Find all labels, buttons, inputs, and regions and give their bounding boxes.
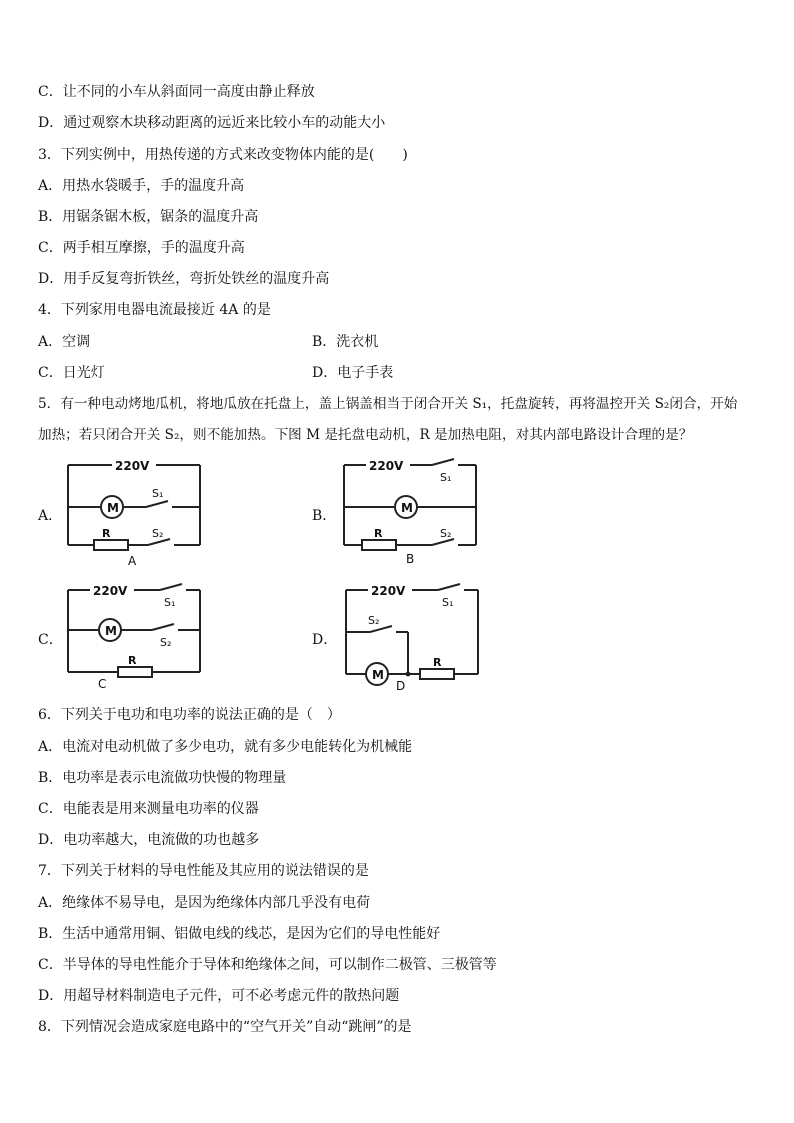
q6-option-c: C．电能表是用来测量电功率的仪器	[38, 801, 259, 817]
resistor-label: R	[128, 654, 137, 667]
switch-s1-label: S₁	[164, 596, 176, 609]
circuit-d-diagram	[338, 580, 488, 692]
circuit-b-label: B．	[312, 508, 337, 524]
q4-option-a: A．空调	[38, 334, 91, 350]
diagram-caption: B	[406, 552, 415, 566]
question-8: 8．下列情况会造成家庭电路中的“空气开关”自动“跳闸”的是	[38, 1019, 412, 1035]
q6-option-a: A．电流对电动机做了多少电功，就有多少电能转化为机械能	[38, 739, 413, 755]
question-4: 4．下列家用电器电流最接近 4A 的是	[38, 302, 271, 318]
option-c-line: C．让不同的小车从斜面同一高度由静止释放	[38, 84, 315, 100]
motor-label: M	[105, 624, 117, 638]
q7-option-a: A．绝缘体不易导电，是因为绝缘体内部几乎没有电荷	[38, 895, 371, 911]
q4-option-d: D．电子手表	[312, 365, 394, 381]
question-3: 3．下列实例中，用热传递的方式来改变物体内能的是( )	[38, 147, 408, 163]
option-d-line: D．通过观察木块移动距离的远近来比较小车的动能大小	[38, 115, 386, 131]
switch-s1-label: S₁	[442, 596, 454, 609]
q6-option-d: D．电功率越大，电流做的功也越多	[38, 832, 260, 848]
switch-s2-label: S₂	[160, 636, 172, 649]
q7-option-b: B．生活中通常用铜、铝做电线的线芯，是因为它们的导电性能好	[38, 926, 441, 942]
q3-option-c: C．两手相互摩擦，手的温度升高	[38, 240, 245, 256]
q4-option-b: B．洗衣机	[312, 334, 379, 350]
question-5-line-1: 5．有一种电动烤地瓜机，将地瓜放在托盘上，盖上锅盖相当于闭合开关 S₁，托盘旋转，再将温控开关 S₂闭合，开始	[38, 396, 738, 412]
switch-s1-label: S₁	[152, 487, 164, 500]
resistor-label: R	[433, 656, 442, 669]
voltage-label: 220V	[371, 584, 406, 598]
voltage-label: 220V	[115, 459, 150, 473]
q6-option-b: B．电功率是表示电流做功快慢的物理量	[38, 770, 287, 786]
diagram-caption: D	[396, 679, 406, 692]
circuit-d-label: D．	[312, 632, 338, 648]
resistor-label: R	[374, 527, 383, 540]
question-7: 7．下列关于材料的导电性能及其应用的说法错误的是	[38, 863, 369, 879]
motor-label: M	[107, 501, 119, 515]
q3-option-a: A．用热水袋暖手，手的温度升高	[38, 178, 245, 194]
diagram-caption: C	[98, 677, 107, 691]
motor-label: M	[372, 668, 384, 682]
q7-option-d: D．用超导材料制造电子元件，可不必考虑元件的散热问题	[38, 988, 400, 1004]
circuit-a-label: A．	[38, 508, 63, 524]
circuit-a-diagram	[60, 455, 210, 567]
q4-option-c: C．日光灯	[38, 365, 105, 381]
voltage-label: 220V	[93, 584, 128, 598]
q7-option-c: C．半导体的导电性能介于导体和绝缘体之间，可以制作二极管、三极管等	[38, 957, 497, 973]
switch-s2-label: S₂	[368, 614, 380, 627]
motor-label: M	[401, 501, 413, 515]
switch-s1-label: S₁	[440, 471, 452, 484]
question-6: 6．下列关于电功和电功率的说法正确的是（ ）	[38, 707, 341, 723]
voltage-label: 220V	[369, 459, 404, 473]
circuit-c-label: C．	[38, 632, 63, 648]
switch-s2-label: S₂	[152, 527, 164, 540]
q3-option-d: D．用手反复弯折铁丝，弯折处铁丝的温度升高	[38, 271, 330, 287]
circuit-c-diagram	[60, 580, 210, 692]
diagram-caption: A	[128, 554, 137, 567]
question-5-line-2: 加热；若只闭合开关 S₂，则不能加热。下图 M 是托盘电动机，R 是加热电阻，对其内部电路设计合理的是？	[38, 427, 693, 443]
resistor-label: R	[102, 527, 111, 540]
switch-s2-label: S₂	[440, 527, 452, 540]
circuit-b-diagram	[336, 455, 486, 567]
q3-option-b: B．用锯条锯木板，锯条的温度升高	[38, 209, 259, 225]
